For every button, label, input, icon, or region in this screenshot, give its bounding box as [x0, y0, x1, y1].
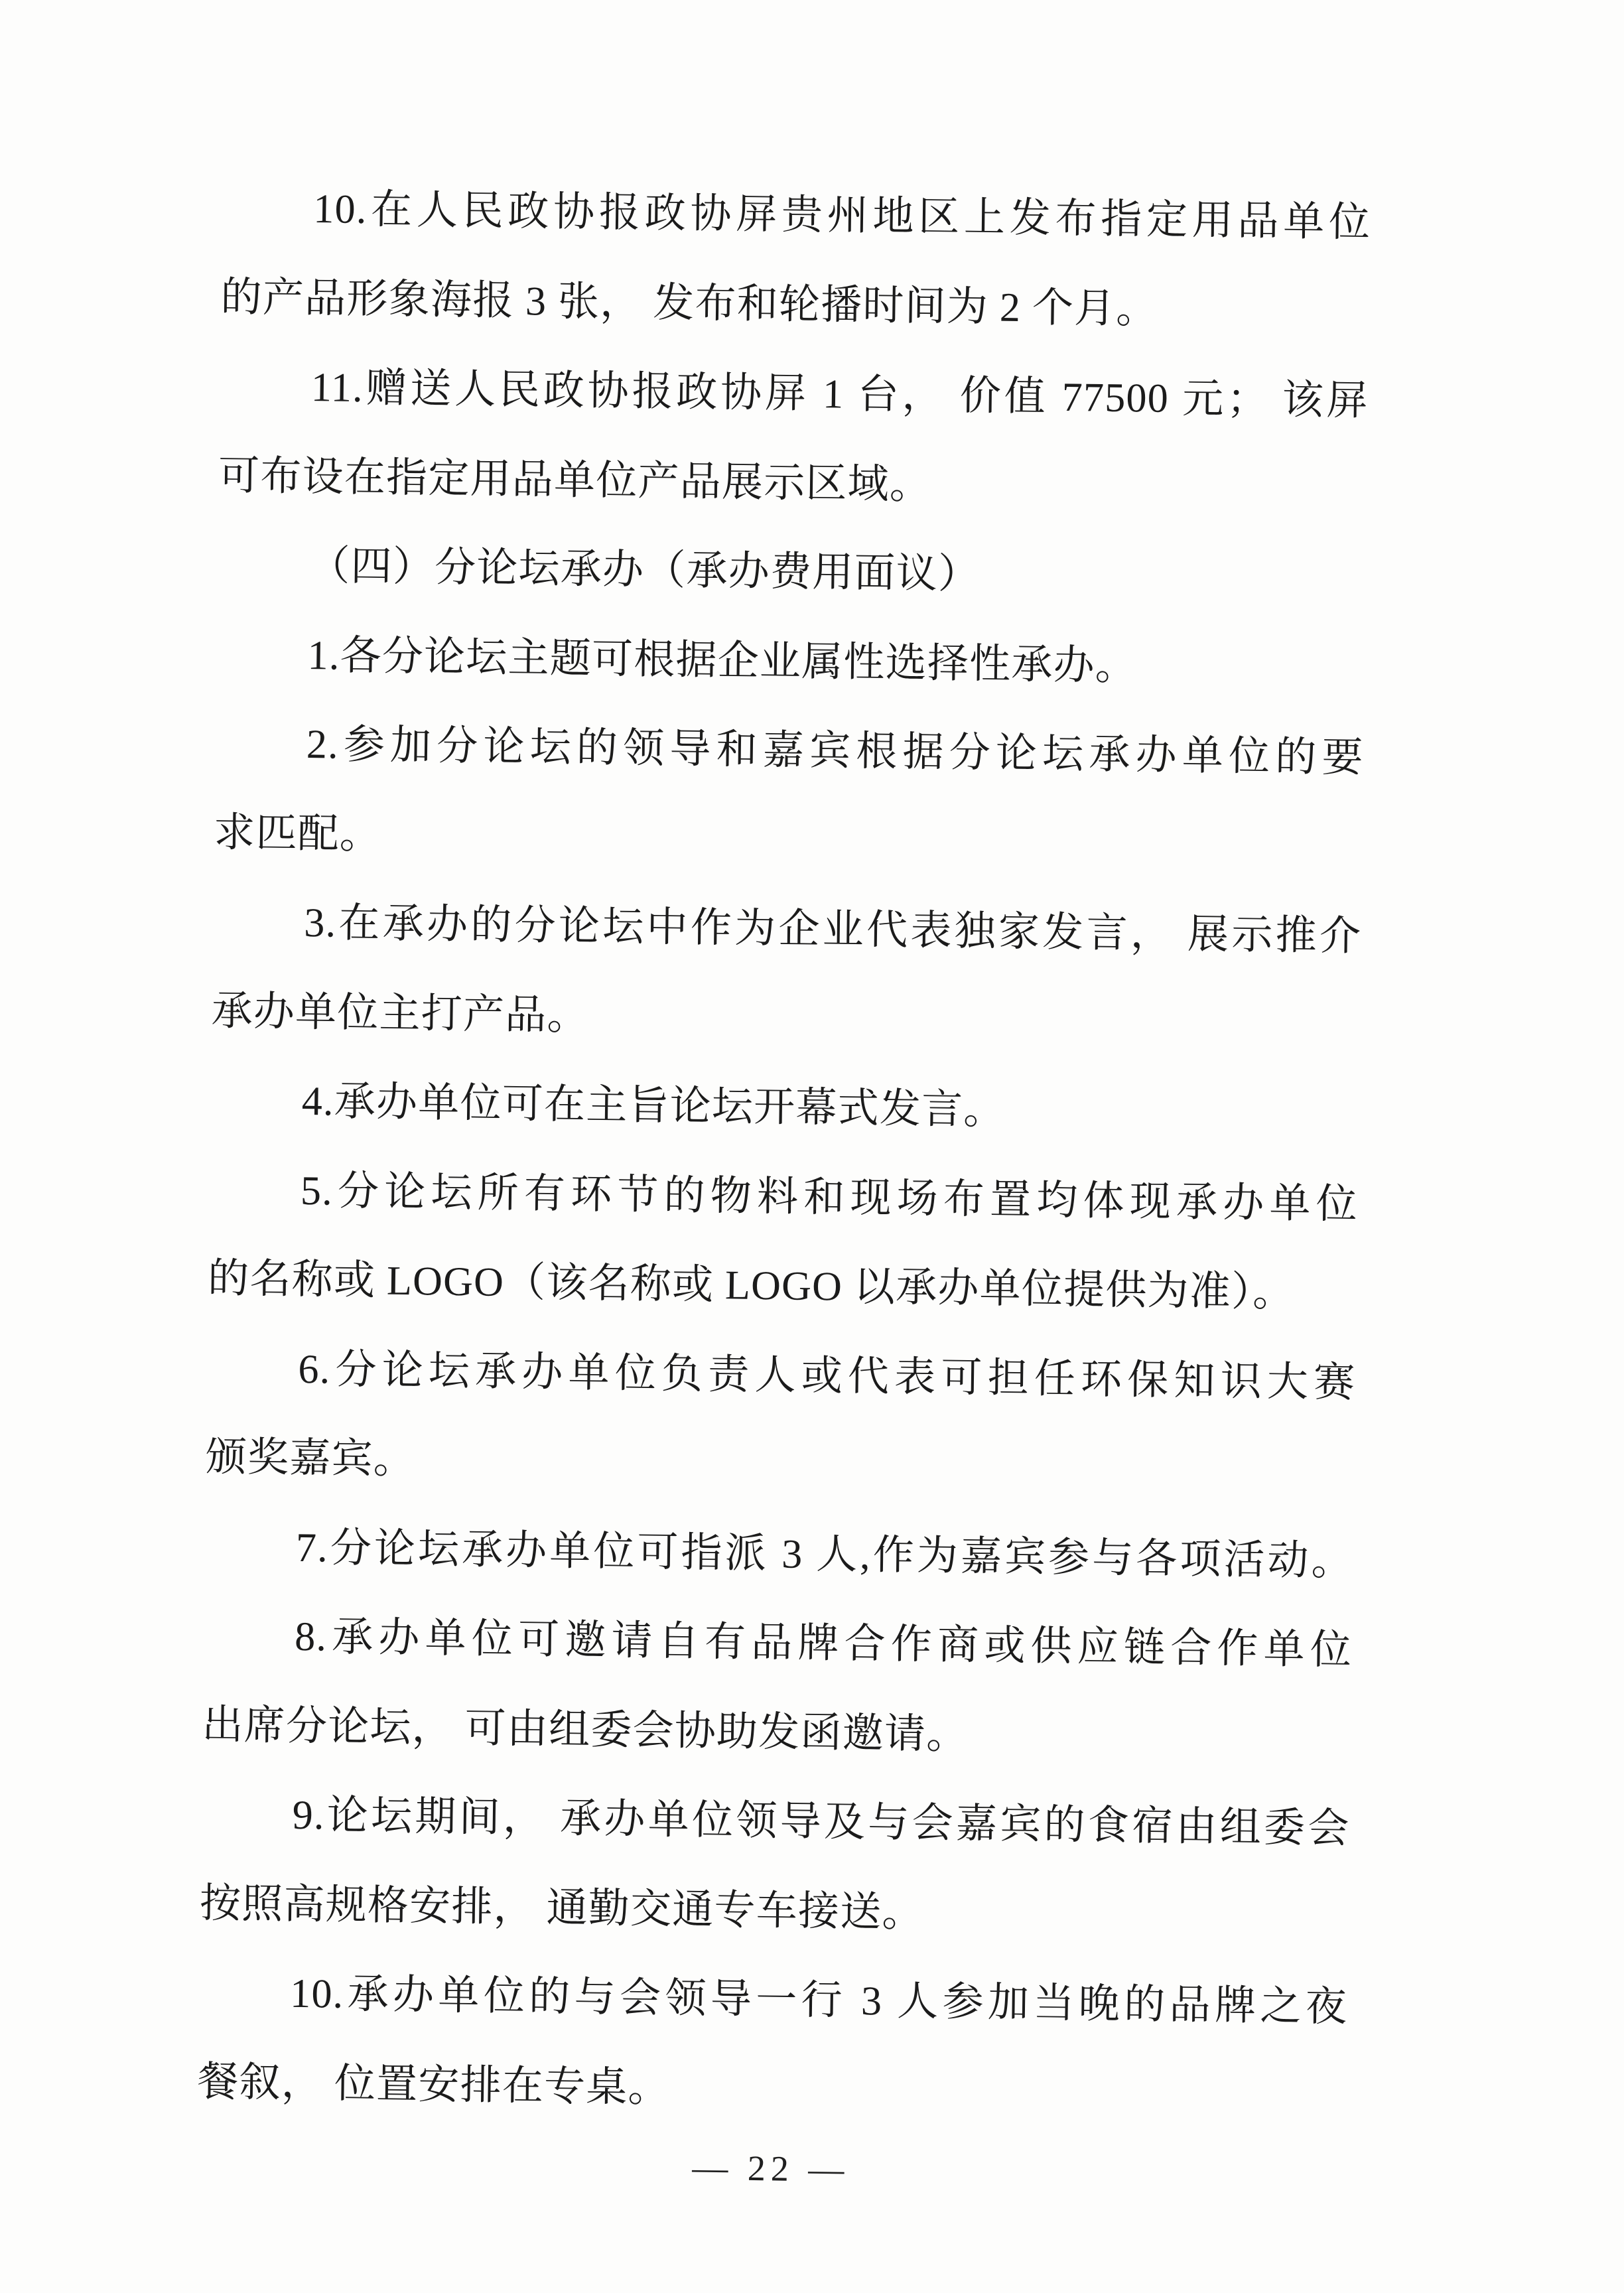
body-line: 2.参加分论坛的领导和嘉宾根据分论坛承办单位的要 — [306, 721, 1365, 781]
body-line: 求匹配。 — [213, 809, 382, 857]
body-line: 的名称或 LOGO（该名称或 LOGO 以承办单位提供为准）。 — [207, 1256, 1295, 1316]
body-line: 11.赠送人民政协报政协屏 1 台， 价值 77500 元； 该屏 — [310, 365, 1369, 424]
body-line: 10.在人民政协报政协屏贵州地区上发布指定用品单位 — [312, 186, 1371, 245]
page-number: — 22 — — [691, 2147, 850, 2189]
body-line: 3.在承办的分论坛中作为企业代表独家发言， 展示推介 — [303, 900, 1362, 959]
body-line: 10.承办单位的与会领导一行 3 人参加当晚的品牌之夜 — [289, 1971, 1348, 2030]
body-line: 7.分论坛承办单位可指派 3 人,作为嘉宾参与各项活动。 — [295, 1525, 1354, 1584]
body-line: 按照高规格安排， 通勤交通专车接送。 — [199, 1880, 925, 1935]
body-line: 6.分论坛承办单位负责人或代表可担任环保知识大赛 — [298, 1346, 1356, 1406]
body-line: 餐叙， 位置安排在专桌。 — [197, 2059, 671, 2111]
body-line: 9.论坛期间， 承办单位领导及与会嘉宾的食宿由组委会 — [292, 1792, 1351, 1852]
document-body — [197, 163, 1372, 2141]
body-line: 可布设在指定用品单位产品展示区域。 — [218, 452, 932, 508]
body-line: 8.承办单位可邀请自有品牌合作商或供应链合作单位 — [294, 1614, 1353, 1673]
body-line: 4.承办单位可在主旨论坛开幕式发言。 — [301, 1078, 1006, 1133]
body-line: （四）分论坛承办（承办费用面议） — [308, 543, 981, 598]
body-line: 承办单位主打产品。 — [211, 988, 590, 1039]
body-line: 1.各分论坛主题可根据企业属性选择性承办。 — [307, 632, 1138, 689]
body-line: 颁奖嘉宾。 — [205, 1434, 416, 1483]
body-line: 出席分论坛， 可由组委会协助发函邀请。 — [202, 1702, 969, 1758]
body-line: 的产品形象海报 3 张， 发布和轮播时间为 2 个月。 — [220, 274, 1158, 332]
body-line: 5.分论坛所有环节的物料和现场布置均体现承办单位 — [300, 1168, 1359, 1227]
